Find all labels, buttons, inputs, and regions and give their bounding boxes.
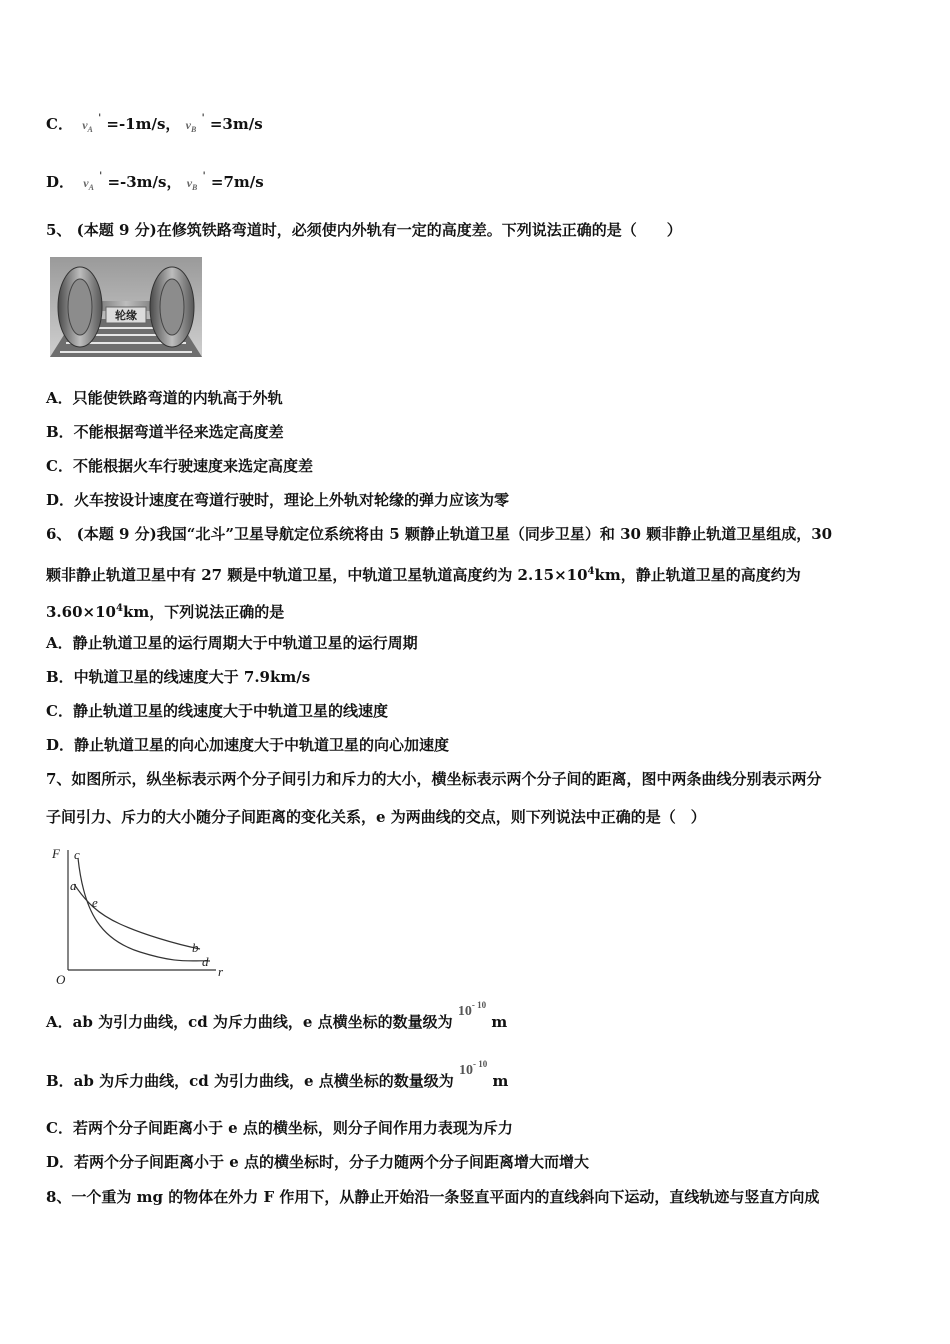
q5-option-b: B．不能根据弯道半径来选定高度差 — [46, 423, 284, 441]
y-axis-label: F — [52, 846, 60, 861]
x-axis-label: r — [218, 964, 224, 979]
q6-option-b: B．中轨道卫星的线速度大于 7.9km/s — [46, 668, 311, 686]
q5-option-d: D．火车按设计速度在弯道行驶时，理论上外轨对轮缘的弹力应该为零 — [46, 491, 510, 509]
power-of-ten: $10^{- 10}$ — [458, 1059, 488, 1078]
q7-option-c: C．若两个分子间距离小于 e 点的横坐标，则分子间作用力表现为斥力 — [46, 1119, 513, 1137]
vb-symbol: $v_B$ — [186, 176, 198, 192]
curve-label-a: a — [70, 878, 77, 893]
curve-ab — [74, 884, 200, 949]
q6-stem-line2: 颗非静止轨道卫星中有 27 颗是中轨道卫星，中轨道卫星轨道高度约为 $2.15\times 10^4km$，静止轨道卫星的高度约为 — [46, 566, 801, 584]
q5-stem: 5、 (本题 9 分)在修筑铁路弯道时，必须使内外轨有一定的高度差。下列说法正确的是（ ） — [46, 221, 682, 239]
force-distance-plot — [50, 844, 225, 989]
q8-stem-line1: 8、一个重为 mg 的物体在外力 F 作用下，从静止开始沿一条竖直平面内的直线斜向下运动，直线轨迹与竖直方向成 — [46, 1188, 820, 1206]
force-distance-graph — [50, 844, 225, 989]
vb-symbol: $v_B$ — [185, 118, 197, 134]
wheel-rail-illustration — [50, 257, 202, 357]
q6-option-d: D．静止轨道卫星的向心加速度大于中轨道卫星的向心加速度 — [46, 736, 450, 754]
q7-option-a: A．ab 为引力曲线，cd 为斥力曲线，e 点横坐标的数量级为 $10^{- 10}$ m — [46, 1000, 508, 1031]
q6-option-a: A．静止轨道卫星的运行周期大于中轨道卫星的运行周期 — [46, 634, 418, 652]
q4-option-c: C． $v_A$ ' =-1m/s， $v_B$ ' =3m/s — [46, 114, 263, 137]
q6-stem-line3: $3.60\times 10^4km$，下列说法正确的是 — [46, 603, 285, 621]
curve-cd — [78, 858, 210, 961]
q7-stem-line2: 子间引力、斥力的大小随分子间距离的变化关系，e 为两曲线的交点，则下列说法中正确的是（ ） — [46, 808, 706, 826]
va-symbol: $v_A$ — [82, 118, 93, 134]
origin-label: O — [56, 972, 66, 987]
q6-option-c: C．静止轨道卫星的线速度大于中轨道卫星的线速度 — [46, 702, 388, 720]
q7-stem-line1: 7、如图所示，纵坐标表示两个分子间引力和斥力的大小，横坐标表示两个分子间的距离，图中两条曲线分别表示两分 — [46, 770, 822, 788]
q7-option-b: B．ab 为斥力曲线，cd 为引力曲线，e 点横坐标的数量级为 $10^{- 10}$ m — [46, 1059, 509, 1090]
curve-label-d: d — [202, 954, 209, 969]
q5-option-a: A．只能使铁路弯道的内轨高于外轨 — [46, 389, 283, 407]
wheel-rail-figure — [50, 257, 202, 357]
q5-option-c: C．不能根据火车行驶速度来选定高度差 — [46, 457, 313, 475]
q6-stem-line1: 6、 (本题 9 分)我国“北斗”卫星导航定位系统将由 5 颗静止轨道卫星（同步卫星）和 30 颗非静止轨道卫星组成，30 — [46, 525, 833, 543]
power-of-ten: $10^{- 10}$ — [457, 1000, 487, 1019]
q7-option-d: D．若两个分子间距离小于 e 点的横坐标时，分子力随两个分子间距离增大而增大 — [46, 1153, 589, 1171]
va-symbol: $v_A$ — [83, 176, 94, 192]
point-label-e: e — [92, 895, 98, 910]
rim-label: 轮缘 — [115, 309, 137, 322]
curve-label-c: c — [74, 847, 80, 862]
q4-option-d: D． $v_A$ ' =-3m/s， $v_B$ ' =7m/s — [46, 172, 264, 195]
curve-label-b: b — [192, 940, 199, 955]
